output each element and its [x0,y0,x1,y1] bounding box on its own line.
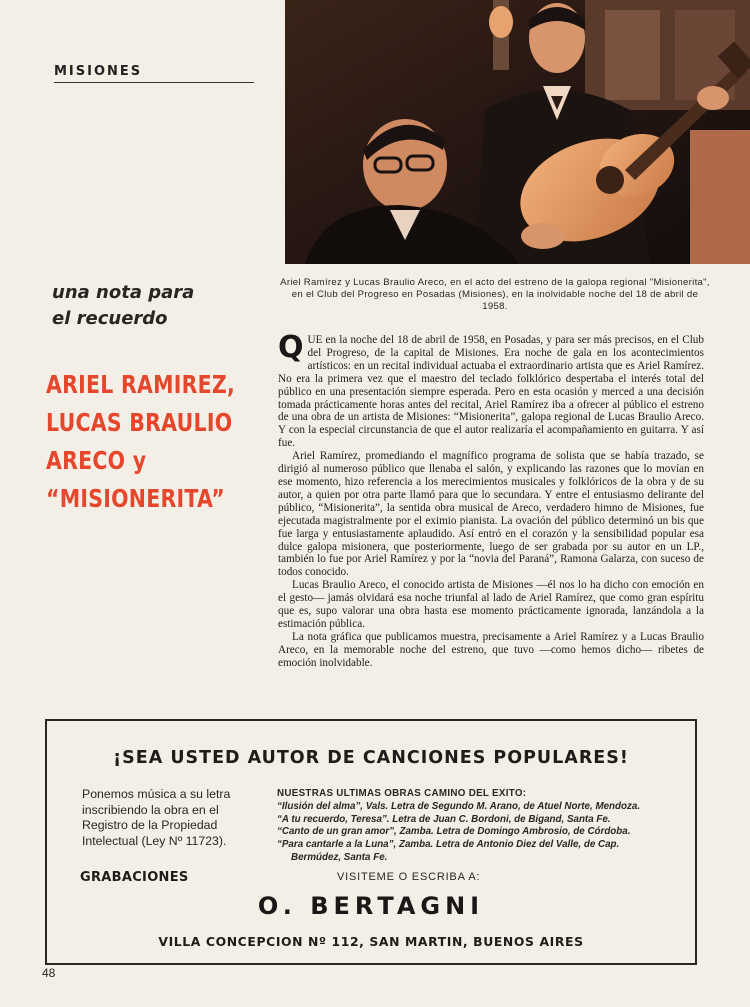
advertisement [45,719,697,965]
kicker [52,280,272,332]
article-photo [285,0,750,264]
headline-line: ARECO y [46,446,147,475]
kicker-line: el recuerdo [52,308,168,329]
ad-left-text: Ponemos música a su letra inscribiendo la obra en el Registro de la Propiedad Intelectual (Ley Nº 11723). [82,787,231,848]
photo-illustration [285,0,750,264]
headline-line: “MISIONERITA” [46,484,225,513]
ad-address: VILLA CONCEPCION Nº 112, SAN MARTIN, BUENOS AIRES [158,934,584,949]
headline-line: LUCAS BRAULIO [46,408,233,437]
page-number: 48 [42,966,56,980]
article-paragraph: Lucas Braulio Areco, el conocido artista de Misiones —él nos lo ha dicho con emoción en el gesto— jamás olvidará esa noche triunfal al lado de Ariel Ramírez, que como gran espíritu que es, supo valorar una obra hasta ese momento prácticamente ignorada, lanzándola a la estimación pública. [278,579,704,630]
section-label: MISIONES [54,64,143,79]
paragraph-text: UE en la noche del 18 de abril de 1958, en Posadas, y para ser más precisos, en el Club del Progreso, de la capital de Misiones. Era noche de gala en los acontecimientos artísticos: en un recital individual actuaba el extraordinario artista que es Ariel Ramírez. No era la primera vez que el maestro del teclado folklórico despertaba el interés total del público en una presentación siempre esperada. Pero en esta ocasión y merced a una decisión tomada prácticamente horas antes del recital, Ariel Ramírez iba a ofrecer al público el estreno de una obra de un artista de Misiones: “Misionerita”, galopa regional de Lucas Braulio Areco. Y con la especial circunstancia de que el autor realizaría el acompañamiento en guitarra. Y así fue. [278,334,704,450]
article-paragraph: Ariel Ramírez, promediando el magnífico programa de solista que se había trazado, se dirigió al numeroso público que llenaba el salón, y explicando las razones que lo movían en ese momento, hizo referencia a los merecimientos musicales y folklóricos de la obra y de su autor, a quien por otra parte llamó para que lo secundara. Y entre el entusiasmo delirante del público, “Misionerita”, la sentida obra musical de Areco, verdadero himno de Misiones, fue ejecutada magistralmente por el eximio pianista. La ovación del público determinó un bis que fue larga y entusiastamente aplaudido. Así entró en el corazón y la sensibilidad popular esa dulce galopa misionera, que posteriormente, luego de ser grabada por su autor en un LP., también lo fue por Ariel Ramírez y por la “novia del Paraná”, Ramona Galarza, con suceso de todos conocido. [278,450,704,579]
article-headline [46,366,267,518]
ad-brand-name: O. BERTAGNI [257,892,485,920]
photo-caption: Ariel Ramírez y Lucas Braulio Areco, en el acto del estreno de la galopa regional "Misionerita", en el Club del Progreso en Posadas (Misiones), en la inolvidable noche del 18 de abril de 1958. [280,277,710,312]
article-paragraph [278,330,704,450]
ad-visit-label: VISITEME O ESCRIBA A: [337,871,481,883]
ad-works-list [277,788,687,865]
ad-works-header: NUESTRAS ULTIMAS OBRAS CAMINO DEL EXITO: [277,788,527,799]
ad-work-item: “Canto de un gran amor”, Zamba. Letra de Domingo Ambrosio, de Córdoba. [277,826,631,838]
kicker-line: una nota para [52,282,195,303]
ad-work-item: Bermúdez, Santa Fe. [291,851,388,863]
article-paragraph: La nota gráfica que publicamos muestra, precisamente a Ariel Ramírez y a Lucas Braulio Areco, en la memorable noche del estreno, que tuvo —como hemos dicho— ribetes de emoción inolvidable. [278,630,704,669]
headline-line: ARIEL RAMIREZ, [46,370,236,399]
drop-cap: Q [278,330,304,365]
ad-work-item: “Ilusión del alma”, Vals. Letra de Segundo M. Arano, de Atuel Norte, Mendoza. [277,800,641,812]
ad-work-item: “A tu recuerdo, Teresa”. Letra de Juan C. Bordoni, de Bigand, Santa Fe. [277,813,611,825]
ad-grabaciones: GRABACIONES [80,870,189,885]
section-rule [54,82,254,83]
ad-work-item: “Para cantarle a la Luna”, Zamba. Letra de Antonio Diez del Valle, de Cap. [277,839,620,851]
ad-title: ¡SEA USTED AUTOR DE CANCIONES POPULARES! [113,748,629,768]
article-body [278,330,704,670]
